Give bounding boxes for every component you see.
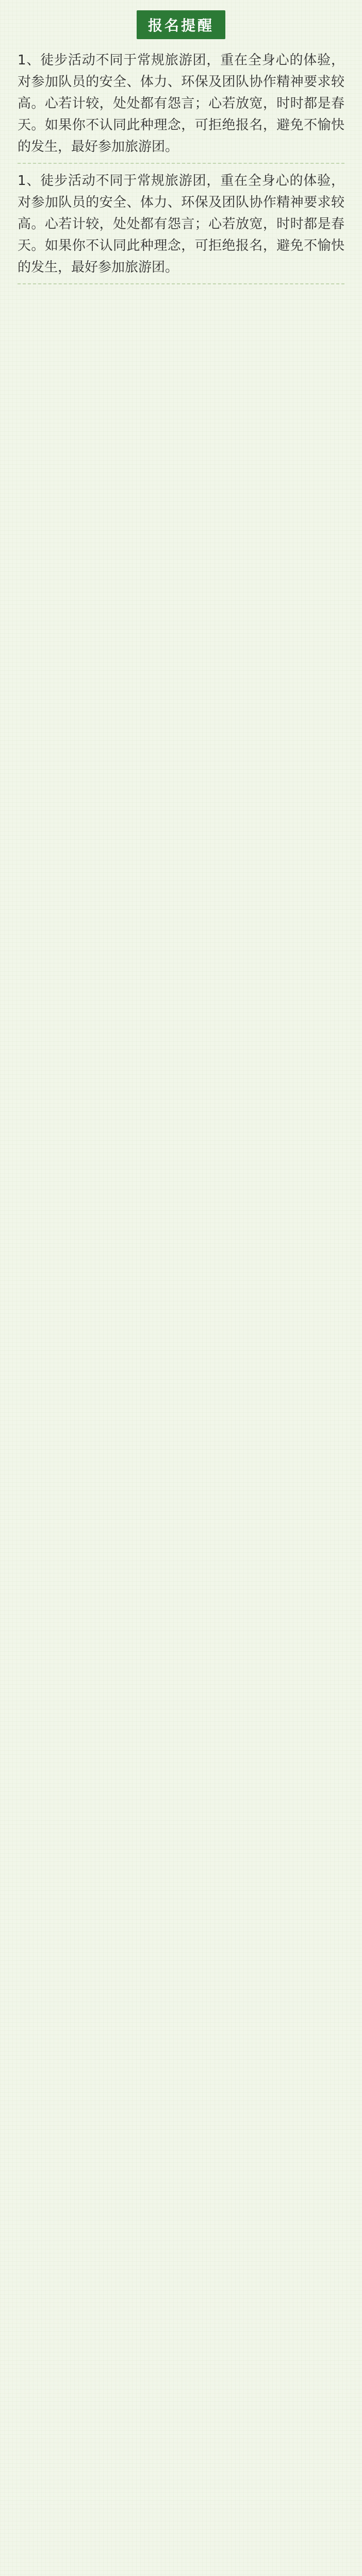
header <box>0 0 362 49</box>
page-title: 报名提醒 <box>137 10 225 39</box>
notice-item: 1、徒步活动不同于常规旅游团，重在全身心的体验，对参加队员的安全、体力、环保及团队协作精神要求较高。心若计较，处处都有怨言；心若放宽，时时都是春天。如果你不认同此种理念，可拒绝报名，避免不愉快的发生，最好参加旅游团。 <box>18 170 344 284</box>
notice-item: 1、徒步活动不同于常规旅游团，重在全身心的体验，对参加队员的安全、体力、环保及团队协作精神要求较高。心若计较，处处都有怨言；心若放宽，时时都是春天。如果你不认同此种理念，可拒绝报名，避免不愉快的发生，最好参加旅游团。 <box>18 49 344 164</box>
notice-list <box>0 49 362 284</box>
footer-spacer <box>0 291 362 311</box>
